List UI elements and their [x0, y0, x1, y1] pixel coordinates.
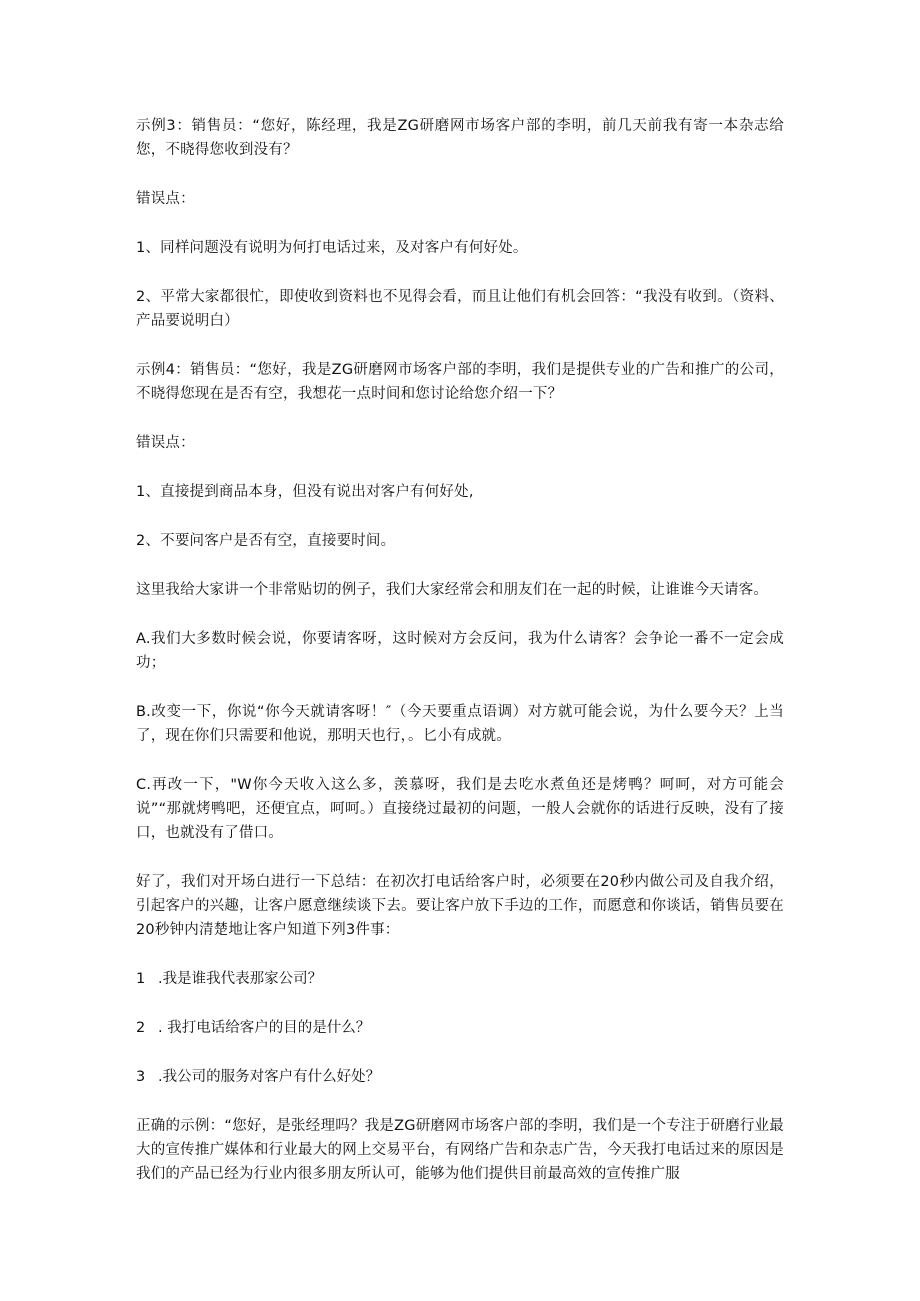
numbered-item-3 — [136, 1065, 784, 1089]
paragraph-error-1-2: 2、平常大家都很忙，即使收到资料也不见得会看，而且让他们有机会回答：“我没有收到。（资料、产品要说明白） — [136, 289, 784, 329]
numbered-item-text: .我公司的服务对客户有什么好处？ — [158, 1069, 381, 1085]
numbered-item-text: . 我打电话给客户的目的是什么？ — [158, 1020, 371, 1036]
paragraph-error-2-1: 1、直接提到商品本身，但没有说出对客户有何好处, — [136, 484, 474, 500]
paragraph-example-3: 示例3：销售员：“您好，陈经理，我是ZG研磨网市场客户部的李明，前几天前我有寄一本杂志给您，不晓得您收到没有？ — [136, 118, 784, 158]
paragraph-analogy-a: A.我们大多数时候会说，你要请客呀，这时候对方会反问，我为什么请客？会争论一番不一定会成功； — [136, 631, 784, 671]
paragraph-correct-example: 正确的示例：“您好，是张经理吗？我是ZG研磨网市场客户部的李明，我们是一个专注于研磨行业最大的宣传推广媒体和行业最大的网上交易平台，有网络广告和杂志广告，今天我打电话过来的原因是我们的产品已经为行业内很多朋友所认可，能够为他们提供目前最高效的宣传推广服 — [136, 1118, 784, 1182]
numbered-item-2 — [136, 1016, 784, 1040]
paragraph-summary: 好了，我们对开场白进行一下总结：在初次打电话给客户时，必须要在20秒内做公司及自我介绍，引起客户的兴趣，让客户愿意继续谈下去。要让客户放下手边的工作，而愿意和你谈话，销售员要在20秒钟内清楚地让客户知道下列3件事： — [136, 874, 784, 938]
paragraph-analogy-b: B.改变一下，你说“你今天就请客呀！″（今天要重点语调）对方就可能会说，为什么要今天？上当了，现在你们只需要和他说，那明天也行，。匕小有成就。 — [136, 704, 784, 744]
numbered-item-1 — [136, 967, 784, 991]
numbered-item-text: .我是谁我代表那家公司？ — [158, 971, 323, 987]
numbered-item-number: 3 — [136, 1069, 146, 1085]
paragraph-error-heading-2: 错误点： — [136, 435, 195, 451]
paragraph-error-heading-1: 错误点： — [136, 191, 195, 207]
paragraph-error-2-2: 2、不要问客户是否有空，直接要时间。 — [136, 533, 396, 549]
paragraph-analogy-intro: 这里我给大家讲一个非常贴切的例子，我们大家经常会和朋友们在一起的时候，让谁谁今天请客。 — [136, 582, 769, 598]
paragraph-error-1-1: 1、同样问题没有说明为何打电话过来，及对客户有何好处。 — [136, 240, 528, 256]
paragraph-example-4: 示例4：销售员：“您好，我是ZG研磨网市场客户部的李明，我们是提供专业的广告和推广的公司，不晓得您现在是否有空，我想花一点时间和您讨论给您介绍一下？ — [136, 362, 784, 402]
numbered-item-number: 1 — [136, 971, 146, 987]
numbered-item-number: 2 — [136, 1020, 146, 1036]
paragraph-analogy-c: C.再改一下，"W你今天收入这么多，羡慕呀，我们是去吃水煮鱼还是烤鸭？呵呵，对方可能会说”“那就烤鸭吧，还便宜点，呵呵。）直接绕过最初的问题，一般人会就你的话进行反映，没有了接口，也就没有了借口。 — [136, 777, 784, 841]
